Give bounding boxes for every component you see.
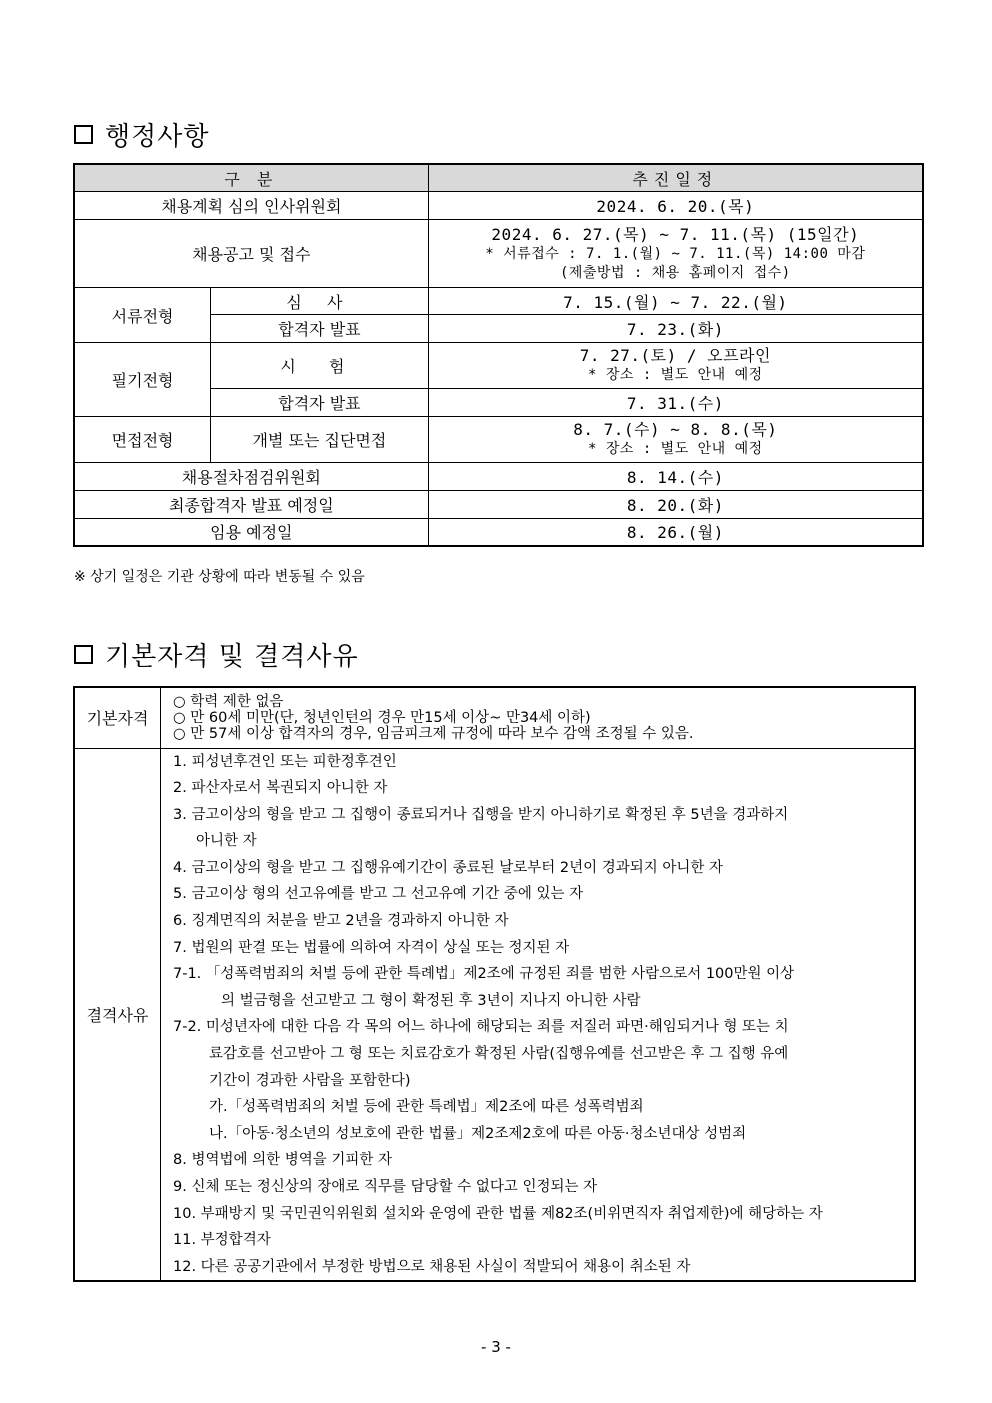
row-label: 임용 예정일: [74, 519, 428, 546]
list-item-cont: 의 벌금형을 선고받고 그 형이 확정된 후 3년이 지나지 아니한 사람: [221, 992, 641, 1009]
row-date: 8. 26.(월): [428, 519, 923, 546]
section-title: 기본자격 및 결격사유: [105, 642, 359, 672]
sub-label: 개별 또는 집단면접: [211, 417, 429, 463]
schedule-table: [73, 163, 924, 547]
checkbox-square-icon: [74, 125, 93, 144]
row-date: [428, 343, 923, 389]
section-heading-qualification: [74, 636, 359, 673]
header-schedule: 추진일정: [428, 164, 923, 192]
table-row: [74, 288, 923, 315]
section-heading-admin: [74, 116, 209, 153]
row-date: 2024. 6. 20.(목): [428, 192, 923, 220]
row-date: 8. 20.(화): [428, 491, 923, 519]
list-item: 3. 금고이상의 형을 받고 그 집행이 종료되거나 집행을 받지 아니하기로 확정된 후 5년을 경과하지: [173, 806, 789, 823]
list-item: ○ 만 60세 미만(단, 청년인턴의 경우 만15세 이상~ 만34세 이하): [173, 709, 591, 726]
table-row: [74, 192, 923, 220]
qualification-table: [73, 686, 916, 1282]
list-subitem: 가.「성폭력범죄의 처벌 등에 관한 특례법」제2조에 따른 성폭력범죄: [209, 1099, 644, 1116]
row-label: 채용계획 심의 인사위원회: [74, 192, 428, 220]
list-item: 5. 금고이상 형의 선고유예를 받고 그 선고유예 기간 중에 있는 자: [173, 886, 584, 903]
date-line: 7. 27.(토) / 오프라인: [579, 346, 771, 365]
header-category: 구 분: [74, 164, 428, 192]
list-item-cont: 아니한 자: [196, 833, 257, 850]
list-item: ○ 학력 제한 없음: [173, 693, 284, 710]
basic-label: 기본자격: [74, 687, 161, 748]
table-row: [74, 417, 923, 463]
list-item: 9. 신체 또는 정신상의 장애로 직무를 담당할 수 없다고 인정되는 자: [173, 1179, 598, 1195]
table-row: [74, 519, 923, 546]
basic-items: [161, 687, 916, 748]
table-row: [74, 220, 923, 288]
list-item: 7. 법원의 판결 또는 법률에 의하여 자격이 상실 또는 정지된 자: [173, 939, 570, 956]
date-note: * 서류접수 : 7. 1.(월) ~ 7. 11.(목) 14:00 마감: [485, 245, 866, 262]
row-date: 8. 14.(수): [428, 463, 923, 491]
row-date: [428, 417, 923, 463]
row-label: 최종합격자 발표 예정일: [74, 491, 428, 519]
checkbox-square-icon: [74, 645, 93, 664]
table-header-row: [74, 164, 923, 192]
date-note: * 장소 : 별도 안내 예정: [587, 441, 763, 457]
disq-items: [161, 748, 916, 1281]
date-line: 2024. 6. 27.(목) ~ 7. 11.(목) (15일간): [491, 224, 860, 244]
section-title: 행정사항: [105, 122, 210, 152]
row-date: [428, 220, 923, 288]
group-label: 면접전형: [74, 417, 211, 463]
disqualification-row: [74, 748, 915, 1281]
list-item-cont: 료감호를 선고받아 그 형 또는 치료감호가 확정된 사람(집행유예를 선고받은 후 그 집행 유예: [209, 1046, 789, 1063]
group-label: 필기전형: [74, 343, 211, 417]
list-item-cont: 기간이 경과한 사람을 포함한다): [209, 1072, 411, 1089]
list-item: 4. 금고이상의 형을 받고 그 집행유예기간이 종료된 날로부터 2년이 경과되지 아니한 자: [173, 859, 723, 876]
schedule-notice: ※ 상기 일정은 기관 상황에 따라 변동될 수 있음: [74, 569, 365, 585]
table-row: [74, 343, 923, 389]
sub-label: 합격자 발표: [211, 389, 429, 417]
list-item: 8. 병역법에 의한 병역을 기피한 자: [173, 1152, 392, 1169]
page-number: - 3 -: [481, 1338, 511, 1356]
list-item: ○ 만 57세 이상 합격자의 경우, 임금피크제 규정에 따라 보수 감액 조정될 수 있음.: [173, 725, 694, 742]
row-label: 채용공고 및 접수: [74, 220, 428, 288]
date-note: * 장소 : 별도 안내 예정: [587, 367, 763, 383]
sub-label: 시 험: [211, 343, 429, 389]
row-date: 7. 23.(화): [428, 315, 923, 343]
list-item: 1. 피성년후견인 또는 피한정후견인: [173, 753, 397, 770]
basic-qualification-row: [74, 687, 915, 748]
list-subitem: 나.「아동·청소년의 성보호에 관한 법률」제2조제2호에 따른 아동·청소년대상 성범죄: [209, 1125, 747, 1142]
list-item: 2. 파산자로서 복권되지 아니한 자: [173, 780, 388, 797]
date-line: 8. 7.(수) ~ 8. 8.(목): [573, 420, 778, 439]
sub-label: 심 사: [211, 288, 429, 315]
disq-label: 결격사유: [74, 748, 161, 1281]
list-item: 10. 부패방지 및 국민권익위원회 설치와 운영에 관한 법률 제82조(비위면직자 취업제한)에 해당하는 자: [173, 1205, 823, 1222]
list-item: 11. 부정합격자: [173, 1232, 271, 1249]
row-label: 채용절차점검위원회: [74, 463, 428, 491]
date-note: (제출방법 : 채용 홈페이지 접수): [559, 264, 791, 281]
table-row: [74, 491, 923, 519]
list-item: 12. 다른 공공기관에서 부정한 방법으로 채용된 사실이 적발되어 채용이 취소된 자: [173, 1258, 691, 1275]
group-label: 서류전형: [74, 288, 211, 343]
sub-label: 합격자 발표: [211, 315, 429, 343]
list-item: 7-1. 「성폭력범죄의 처벌 등에 관한 특례법」제2조에 규정된 죄를 범한 사람으로서 100만원 이상: [173, 966, 795, 983]
list-item: 7-2. 미성년자에 대한 다음 각 목의 어느 하나에 해당되는 죄를 저질러 파면·해임되거나 형 또는 치: [173, 1019, 789, 1036]
list-item: 6. 징계면직의 처분을 받고 2년을 경과하지 아니한 자: [173, 913, 509, 930]
table-row: [74, 463, 923, 491]
row-date: 7. 31.(수): [428, 389, 923, 417]
row-date: 7. 15.(월) ~ 7. 22.(월): [428, 288, 923, 315]
